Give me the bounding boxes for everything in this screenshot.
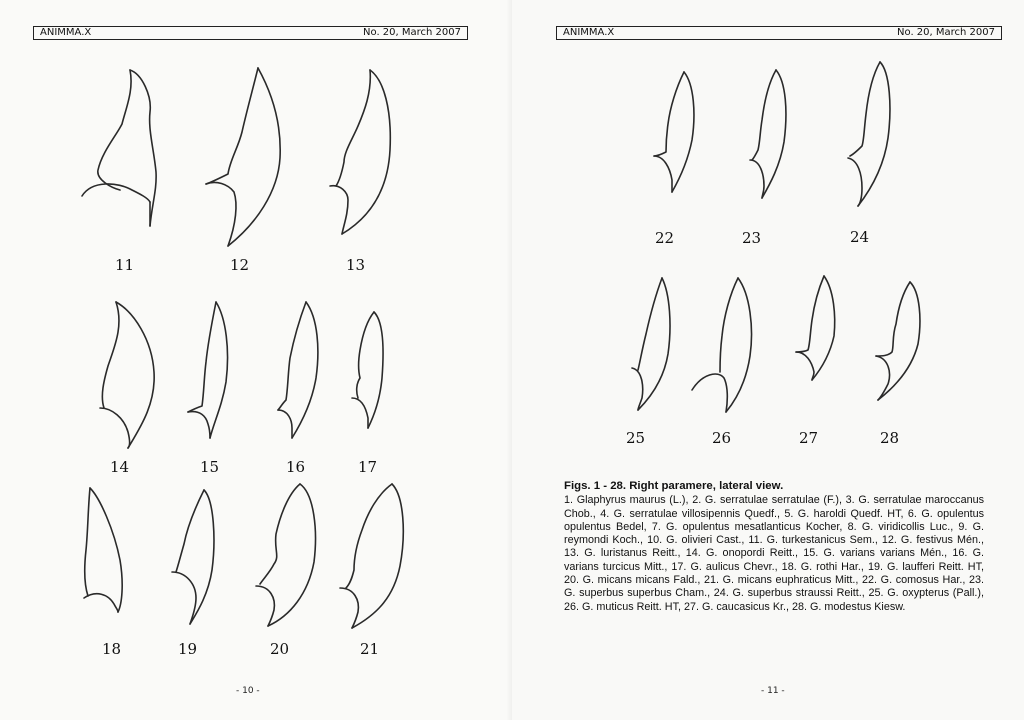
figure-15	[188, 302, 228, 438]
figure-label-12: 12	[230, 256, 250, 274]
figure-14	[100, 302, 154, 448]
caption-title: Figs. 1 - 28. Right paramere, lateral view.	[564, 480, 784, 492]
figure-20	[256, 484, 315, 626]
figure-label-13: 13	[346, 256, 366, 274]
right-page	[512, 0, 1024, 720]
figure-label-28: 28	[880, 429, 900, 447]
figure-16	[278, 302, 318, 438]
figure-label-24: 24	[850, 228, 870, 246]
figure-caption	[564, 480, 984, 614]
figure-18	[84, 488, 122, 612]
figure-label-20: 20	[270, 640, 290, 658]
issue-info: No. 20, March 2007	[897, 27, 995, 38]
figure-28	[876, 282, 920, 400]
figure-label-11: 11	[115, 256, 135, 274]
figure-label-18: 18	[102, 640, 122, 658]
figure-label-22: 22	[655, 229, 675, 247]
right-page-number: - 11 -	[761, 686, 785, 696]
figure-label-27: 27	[799, 429, 819, 447]
figure-23	[750, 70, 786, 198]
figure-label-23: 23	[742, 229, 762, 247]
figure-22	[654, 72, 694, 192]
figure-24	[848, 62, 890, 206]
figure-19	[172, 490, 214, 624]
figure-13	[330, 70, 390, 234]
figure-21	[340, 484, 403, 628]
figure-27	[796, 276, 835, 380]
figure-25	[632, 278, 670, 410]
figure-17	[352, 312, 383, 428]
figure-label-26: 26	[712, 429, 732, 447]
figure-11	[82, 70, 156, 226]
figure-26	[692, 278, 752, 412]
figure-label-15: 15	[200, 458, 220, 476]
figure-label-19: 19	[178, 640, 198, 658]
caption-body: 1. Glaphyrus maurus (L.), 2. G. serratulae serratulae (F.), 3. G. serratulae maroccanus Chob., 4. G. serratulae villosipennis Quedf., 5. G. haroldi Quedf. HT, 6. G. opulentus opulentus Bedel, 7. G. opulentus mesatlanticus Kocher, 8. G. viridicollis Luc., 9. G. reymondi Koch., 10. G. olivieri Cast., 11. G. turkestanicus Sem., 12. G. festivus Mén., 13. G. luristanus Reitt., 14. G. onopordi Reitt., 15. G. varians varians Mén., 16. G. varians turcicus Mitt., 17. G. aulicus Chevr., 18. G. rothi Har., 19. G. laufferi Reitt. HT, 20. G. micans micans Fald., 21. G. micans euphraticus Mitt., 22. G. comosus Har., 23. G. superbus superbus Cham., 24. G. superbus straussi Reitt., 25. G. oxypterus (Pall.), 26. G. muticus Reitt. HT, 27. G. caucasicus Kr., 28. G. modestus Kiesw.	[564, 494, 984, 613]
figure-label-25: 25	[626, 429, 646, 447]
figure-label-14: 14	[110, 458, 130, 476]
journal-name: ANIMMA.X	[563, 27, 615, 38]
figure-12	[206, 68, 280, 246]
figure-label-17: 17	[358, 458, 378, 476]
figure-label-16: 16	[286, 458, 306, 476]
issue-info: No. 20, March 2007	[363, 27, 461, 38]
figure-label-21: 21	[360, 640, 380, 658]
journal-name: ANIMMA.X	[40, 27, 92, 38]
left-page-number: - 10 -	[236, 686, 260, 696]
